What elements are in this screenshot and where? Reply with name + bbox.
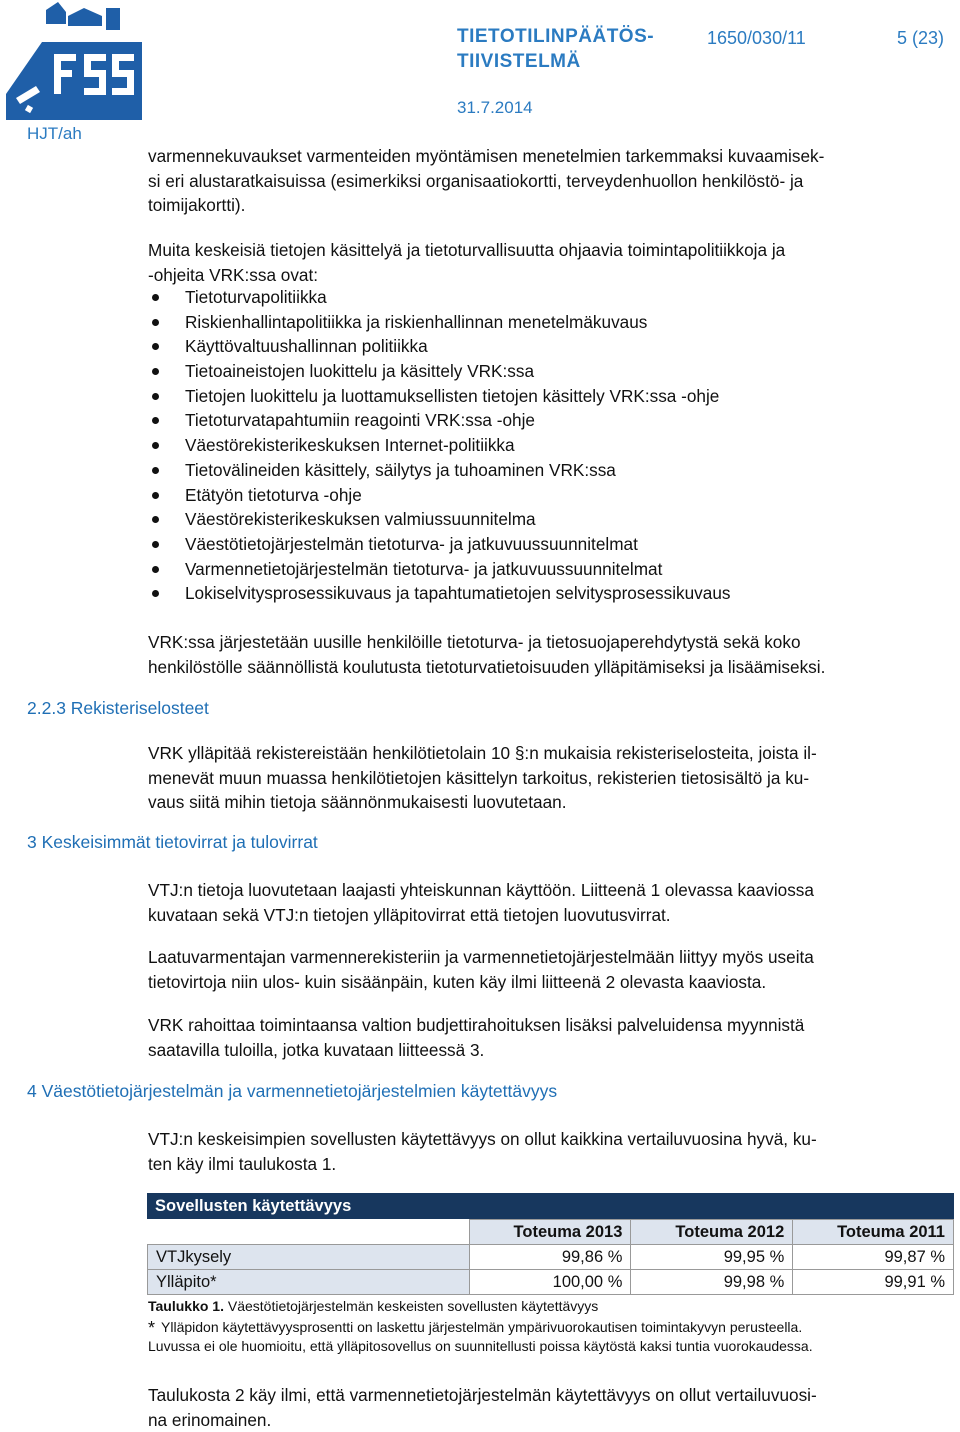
author-initials: HJT/ah xyxy=(27,124,82,144)
list-item: Väestötietojärjestelmän tietoturva- ja jatkuvuussuunnitelmat xyxy=(148,532,956,557)
list-item: Lokiselvitysprosessikuvaus ja tapahtumatietojen selvitysprosessikuvaus xyxy=(148,581,956,606)
paragraph-register-statements xyxy=(148,741,956,815)
organization-logo xyxy=(6,2,144,120)
text-line: Taulukosta 2 käy ilmi, että varmennetietojärjestelmän käytettävyys on ollut vertailuvuosi- xyxy=(148,1383,956,1408)
paragraph-policies-intro xyxy=(148,238,956,287)
footnote-marker: * xyxy=(148,1318,155,1338)
logo-graphic xyxy=(6,2,144,120)
table-cell: 99,86 % xyxy=(469,1245,631,1270)
table-row xyxy=(148,1270,954,1295)
text-line: kuvataan sekä VTJ:n tietojen ylläpitovirrat että tietojen luovutusvirrat. xyxy=(148,903,956,928)
section-heading-2-2-3: 2.2.3 Rekisteriselosteet xyxy=(27,698,209,719)
table-title: Sovellusten käytettävyys xyxy=(147,1193,954,1219)
table-row xyxy=(148,1245,954,1270)
text-line: VRK:ssa järjestetään uusille henkilöille tietoturva- ja tietosuojaperehdytystä sekä koko xyxy=(148,630,956,655)
section-heading-3: 3 Keskeisimmät tietovirrat ja tulovirrat xyxy=(27,832,318,853)
page-number: 5 (23) xyxy=(897,28,944,49)
list-item: Riskienhallintapolitiikka ja riskienhallinnan menetelmäkuvaus xyxy=(148,310,956,335)
text-line: VRK ylläpitää rekistereistään henkilötietolain 10 §:n mukaisia rekisteriselosteita, joista il- xyxy=(148,741,956,766)
table-header-empty xyxy=(148,1220,470,1245)
availability-data-table xyxy=(147,1219,954,1295)
table-footnote xyxy=(148,1318,954,1355)
text-line: si eri alustaratkaisuissa (esimerkiksi organisaatiokortti, terveydenhuollon henkilöstö- ja xyxy=(148,169,956,194)
document-date: 31.7.2014 xyxy=(457,98,533,118)
list-item: Tietovälineiden käsittely, säilytys ja tuhoaminen VRK:ssa xyxy=(148,458,956,483)
text-line: -ohjeita VRK:ssa ovat: xyxy=(148,263,956,288)
text-line: VTJ:n keskeisimpien sovellusten käytettävyys on ollut kaikkina vertailuvuosina hyvä, ku- xyxy=(148,1127,956,1152)
text-line: Muita keskeisiä tietojen käsittelyä ja tietoturvallisuutta ohjaavia toimintapolitiikkoja ja xyxy=(148,238,956,263)
text-line: VRK rahoittaa toimintaansa valtion budjettirahoituksen lisäksi palveluidensa myynnistä xyxy=(148,1013,956,1038)
text-line: henkilöstölle säännöllistä koulutusta tietoturvatietoisuuden ylläpitämiseksi ja lisäämiseksi. xyxy=(148,655,956,680)
table-header-row xyxy=(148,1220,954,1245)
paragraph-availability xyxy=(148,1127,956,1176)
text-line: ten käy ilmi taulukosta 1. xyxy=(148,1152,956,1177)
text-line: na erinomainen. xyxy=(148,1408,956,1432)
list-item: Tietoturvatapahtumiin reagointi VRK:ssa -ohje xyxy=(148,408,956,433)
text-line: toimijakortti). xyxy=(148,193,956,218)
table-column-header: Toteuma 2011 xyxy=(793,1220,954,1245)
list-item: Tietojen luokittelu ja luottamuksellisten tietojen käsittely VRK:ssa -ohje xyxy=(148,384,956,409)
text-line: tietovirtoja niin ulos- kuin sisäänpäin, kuten käy ilmi liitteenä 2 olevasta kaaviosta. xyxy=(148,970,956,995)
text-line: varmennekuvaukset varmenteiden myöntämisen menetelmien tarkemmaksi kuvaamisek- xyxy=(148,144,956,169)
table-cell: 99,91 % xyxy=(793,1270,954,1295)
table-column-header: Toteuma 2012 xyxy=(631,1220,793,1245)
table-cell: 99,98 % xyxy=(631,1270,793,1295)
list-item: Etätyön tietoturva -ohje xyxy=(148,483,956,508)
list-item: Tietoturvapolitiikka xyxy=(148,285,956,310)
paragraph-certificate-descriptions xyxy=(148,144,956,218)
list-item: Tietoaineistojen luokittelu ja käsittely VRK:ssa xyxy=(148,359,956,384)
list-item: Väestörekisterikeskuksen valmiussuunnitelma xyxy=(148,507,956,532)
paragraph-funding xyxy=(148,1013,956,1062)
text-line: Laatuvarmentajan varmennerekisteriin ja varmennetietojärjestelmään liittyy myös useita xyxy=(148,945,956,970)
text-line: vaus siitä mihin tietoja säännönmukaisesti luovutetaan. xyxy=(148,790,956,815)
table-caption-text: Väestötietojärjestelmän keskeisten sovellusten käytettävyys xyxy=(228,1298,598,1314)
footnote-line: Luvussa ei ole huomioitu, että ylläpitosovellus on suunnitellusti poissa käytöstä kaksi tuntia vuorokaudessa. xyxy=(148,1337,954,1355)
policy-list xyxy=(148,285,956,606)
footnote-line: Ylläpidon käytettävyysprosentti on laskettu järjestelmän ympärivuorokautisen toimintakyvyn perusteella. xyxy=(161,1319,802,1335)
table-cell: 100,00 % xyxy=(469,1270,631,1295)
document-reference: 1650/030/11 xyxy=(707,28,806,49)
table-column-header: Toteuma 2013 xyxy=(469,1220,631,1245)
table-caption-label: Taulukko 1. xyxy=(148,1298,224,1314)
text-line: saatavilla tuloilla, jotka kuvataan liitteessä 3. xyxy=(148,1038,956,1063)
document-title xyxy=(457,24,654,74)
table-caption xyxy=(148,1297,598,1315)
availability-table xyxy=(147,1193,954,1295)
list-item: Käyttövaltuushallinnan politiikka xyxy=(148,334,956,359)
table-cell: 99,95 % xyxy=(631,1245,793,1270)
list-item: Väestörekisterikeskuksen Internet-politiikka xyxy=(148,433,956,458)
text-line: VTJ:n tietoja luovutetaan laajasti yhteiskunnan käyttöön. Liitteenä 1 olevassa kaaviossa xyxy=(148,878,956,903)
table-row-label: VTJkysely xyxy=(148,1245,470,1270)
paragraph-certificate-flows xyxy=(148,945,956,994)
paragraph-training xyxy=(148,630,956,679)
list-item: Varmennetietojärjestelmän tietoturva- ja jatkuvuussuunnitelmat xyxy=(148,557,956,582)
document-title-line-1: TIETOTILINPÄÄTÖS- xyxy=(457,24,654,49)
paragraph-data-flows xyxy=(148,878,956,927)
document-title-line-2: TIIVISTELMÄ xyxy=(457,49,654,74)
text-line: menevät muun muassa henkilötietojen käsittelyn tarkoitus, rekisterien tietosisältö ja ku- xyxy=(148,766,956,791)
section-heading-4: 4 Väestötietojärjestelmän ja varmennetietojärjestelmien käytettävyys xyxy=(27,1081,557,1102)
table-cell: 99,87 % xyxy=(793,1245,954,1270)
table-row-label: Ylläpito* xyxy=(148,1270,470,1295)
